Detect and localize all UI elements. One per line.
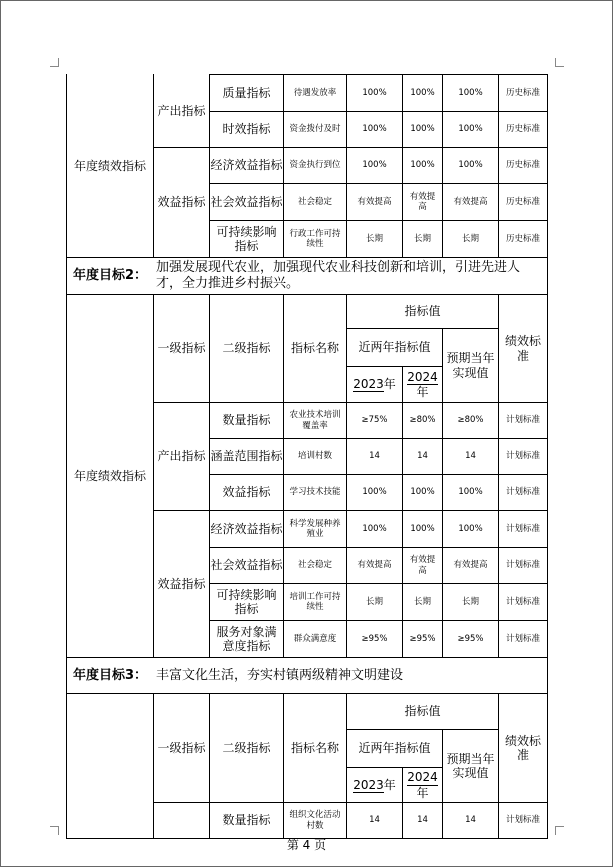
category-output: 产出指标 [157, 103, 206, 118]
crop-mark [555, 58, 564, 67]
grid-line [547, 74, 548, 838]
value-2024: 100% [410, 523, 435, 534]
value-2023: ≥75% [361, 415, 388, 426]
performance-standard: 历史标准 [505, 160, 540, 171]
secondary-indicator: 经济效益指标 [210, 158, 283, 173]
column-header-standard: 绩效标准 [504, 334, 541, 363]
value-expected: 100% [458, 487, 483, 498]
performance-standard: 计划标准 [505, 633, 540, 644]
row-header-annual-indicators: 年度绩效指标 [73, 468, 146, 483]
secondary-indicator: 社会效益指标 [210, 194, 283, 209]
value-2024: 100% [410, 87, 435, 98]
column-header-2024: 2024 年 [407, 770, 438, 800]
column-header-level1: 一级指标 [157, 341, 206, 356]
value-expected: 100% [458, 523, 483, 534]
value-expected: 100% [458, 160, 483, 171]
column-header-indicator-value: 指标值 [404, 704, 441, 719]
value-2023: 14 [369, 451, 380, 462]
grid-line [283, 74, 284, 257]
column-header-2023: 2023年 [353, 777, 396, 792]
column-header-level2: 二级指标 [222, 740, 271, 755]
column-header-2024: 2024 年 [407, 369, 438, 399]
value-expected: 有效提高 [453, 196, 488, 207]
value-expected: 长期 [461, 596, 479, 607]
category-output: 产出指标 [157, 449, 206, 464]
secondary-indicator: 涵盖范围指标 [210, 449, 283, 464]
goal-2-label: 年度目标2： [72, 268, 148, 284]
secondary-indicator: 数量指标 [222, 813, 271, 828]
value-expected: ≥80% [457, 415, 484, 426]
indicator-name: 培训村数 [297, 451, 332, 462]
value-2023: ≥95% [361, 633, 388, 644]
indicator-name: 群众满意度 [293, 633, 337, 644]
value-2024: 100% [410, 124, 435, 135]
value-2024: 长期 [413, 233, 431, 244]
category-benefit: 效益指标 [157, 576, 206, 591]
column-header-indicator-name: 指标名称 [290, 740, 339, 755]
value-2024: 有效提高 [409, 555, 436, 576]
column-header-recent-two-years: 近两年指标值 [358, 741, 431, 756]
value-2024: 14 [417, 815, 428, 826]
secondary-indicator: 质量指标 [222, 85, 271, 100]
value-2023: 有效提高 [357, 560, 392, 571]
performance-standard: 计划标准 [505, 523, 540, 534]
value-expected: 长期 [461, 233, 479, 244]
indicator-name: 科学发展种养殖业 [289, 518, 341, 539]
value-2023: 长期 [365, 596, 383, 607]
value-2024: 14 [417, 451, 428, 462]
value-expected: 有效提高 [453, 560, 488, 571]
performance-standard: 计划标准 [505, 560, 540, 571]
indicator-name: 行政工作可持续性 [289, 228, 341, 249]
column-header-expected: 预期当年实现值 [446, 351, 495, 380]
secondary-indicator: 社会效益指标 [210, 558, 283, 573]
performance-standard: 历史标准 [505, 233, 540, 244]
row-header-annual-indicators: 年度绩效指标 [73, 158, 146, 173]
value-2023: 长期 [365, 233, 383, 244]
performance-standard: 历史标准 [505, 196, 540, 207]
value-expected: 14 [465, 451, 476, 462]
secondary-indicator: 服务对象满意度指标 [216, 624, 277, 653]
value-2023: 100% [362, 124, 387, 135]
column-header-indicator-name: 指标名称 [290, 341, 339, 356]
page-number: 第 4 页 [286, 838, 327, 852]
value-2024: 100% [410, 487, 435, 498]
performance-standard: 历史标准 [505, 124, 540, 135]
goal-2-text: 加强发展现代农业，加强现代农业科技创新和培训，引进先进人才，全力推进乡村振兴。 [156, 260, 521, 291]
performance-standard: 计划标准 [505, 596, 540, 607]
goal-3-text: 丰富文化生活，夯实村镇两级精神文明建设 [156, 667, 404, 683]
crop-mark [50, 826, 59, 835]
secondary-indicator: 可持续影响指标 [216, 224, 277, 253]
column-header-level1: 一级指标 [157, 740, 206, 755]
indicator-name: 培训工作可持续性 [289, 591, 341, 612]
column-header-level2: 二级指标 [222, 341, 271, 356]
column-header-standard: 绩效标准 [504, 733, 541, 762]
indicator-name: 学习技术技能 [289, 487, 341, 498]
value-2024: 100% [410, 160, 435, 171]
column-header-2023: 2023年 [353, 377, 396, 392]
performance-standard: 计划标准 [505, 415, 540, 426]
performance-standard: 历史标准 [505, 87, 540, 98]
indicator-name: 资金执行到位 [289, 160, 341, 171]
value-2024: 长期 [413, 596, 431, 607]
performance-standard: 计划标准 [505, 451, 540, 462]
performance-standard: 计划标准 [505, 815, 540, 826]
value-2023: 有效提高 [357, 196, 392, 207]
indicator-name: 待遇发放率 [293, 87, 337, 98]
value-2023: 14 [369, 815, 380, 826]
indicator-name: 资金拨付及时 [289, 124, 341, 135]
value-expected: 14 [465, 815, 476, 826]
secondary-indicator: 效益指标 [222, 485, 271, 500]
value-2024: 有效提高 [409, 191, 436, 212]
category-benefit: 效益指标 [157, 195, 206, 210]
crop-mark [50, 58, 59, 67]
value-2024: ≥80% [409, 415, 436, 426]
secondary-indicator: 可持续影响指标 [216, 587, 277, 616]
value-2023: 100% [362, 87, 387, 98]
value-2023: 100% [362, 160, 387, 171]
column-header-indicator-value: 指标值 [404, 304, 441, 319]
secondary-indicator: 经济效益指标 [210, 521, 283, 536]
secondary-indicator: 时效指标 [222, 122, 271, 137]
value-2023: 100% [362, 523, 387, 534]
value-2024: ≥95% [409, 633, 436, 644]
indicator-name: 社会稳定 [297, 196, 332, 207]
goal-3-label: 年度目标3： [72, 667, 148, 683]
indicator-name: 社会稳定 [297, 560, 332, 571]
indicator-name: 农业技术培训覆盖率 [289, 410, 341, 431]
column-header-expected: 预期当年实现值 [446, 751, 495, 780]
value-2023: 100% [362, 487, 387, 498]
indicator-name: 组织文化活动村数 [289, 810, 341, 831]
column-header-recent-two-years: 近两年指标值 [358, 340, 431, 355]
secondary-indicator: 数量指标 [222, 413, 271, 428]
value-expected: 100% [458, 124, 483, 135]
value-expected: 100% [458, 87, 483, 98]
performance-standard: 计划标准 [505, 487, 540, 498]
value-expected: ≥95% [457, 633, 484, 644]
crop-mark [555, 826, 564, 835]
